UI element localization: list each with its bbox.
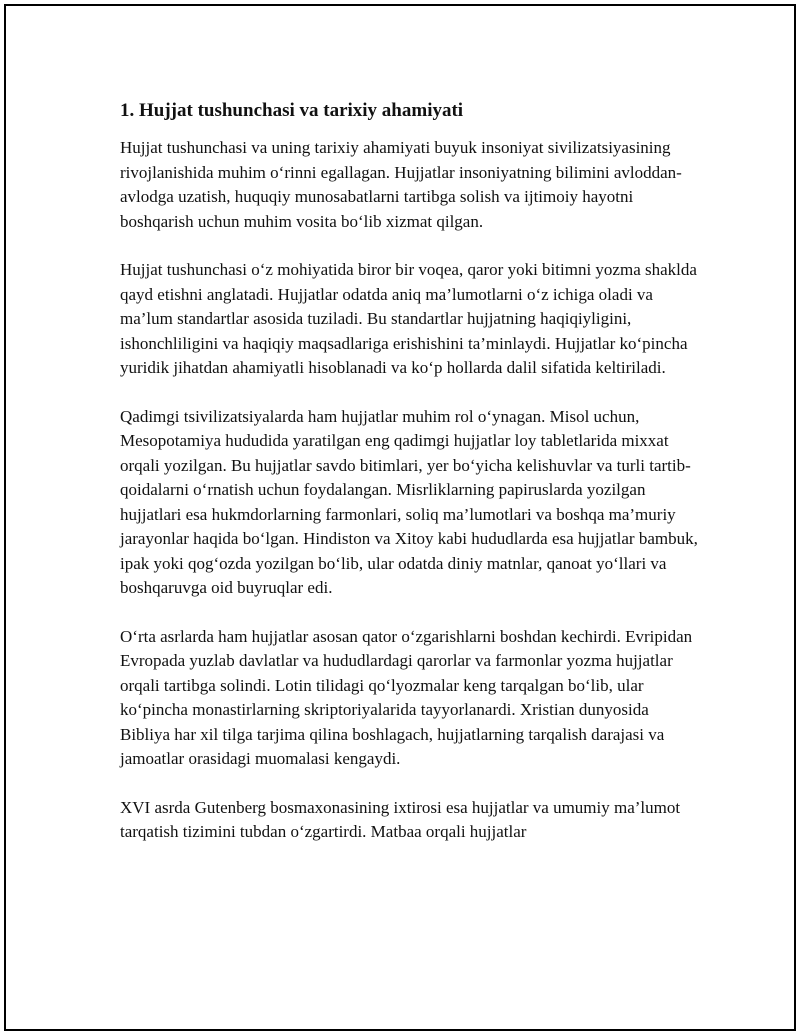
paragraph-5: XVI asrda Gutenberg bosmaxonasining ixtirosi esa hujjatlar va umumiy ma’lumot tarqatish tizimini tubdan o‘zgartirdi. Matbaa orqali hujjatlar xyxy=(120,797,681,841)
paragraph-1: Hujjat tushunchasi va uning tarixiy ahamiyati buyuk insoniyat sivilizatsiyasining rivojlanishida muhim o‘rinni egallagan. Hujjatlar insoniyatning bilimini avloddan-avlodga uzatish, huquqiy munosabatlarni tartibga solish va ijtimoiy hayotni boshqarish uchun muhim vosita bo‘lib xizmat qilgan. xyxy=(120,138,682,231)
document-body xyxy=(120,98,700,869)
document-page xyxy=(4,4,796,1031)
paragraph-4: O‘rta asrlarda ham hujjatlar asosan qator o‘zgarishlarni boshdan kechirdi. Evripidan Evropada yuzlab davlatlar va hududlardagi qarorlar va farmonlar yozma hujjatlar orqali tartibga solindi. Lotin tilidagi qo‘lyozmalar keng tarqalgan bo‘lib, ular ko‘pincha monastirlarning skriptoriyalarida tayyorlanardi. Xristian dunyosida Bibliya har xil tilga tarjima qilina boshlagach, hujjatlarning tarqalish darajasi va jamoatlar orasidagi muomalasi kengaydi. xyxy=(120,626,693,768)
paragraph-2: Hujjat tushunchasi o‘z mohiyatida biror bir voqea, qaror yoki bitimni yozma shaklda qayd etishni anglatadi. Hujjatlar odatda aniq ma’lumotlarni o‘z ichiga oladi va ma’lum standartlar asosida tuziladi. Bu standartlar hujjatning haqiqiyligini, ishonchliligini va haqiqiy maqsadlariga erishishini ta’minlaydi. Hujjatlar ko‘pincha yuridik jihatdan ahamiyatli hisoblanadi va ko‘p hollarda dalil sifatida keltiriladi. xyxy=(120,260,697,377)
paragraph-3: Qadimgi tsivilizatsiyalarda ham hujjatlar muhim rol o‘ynagan. Misol uchun, Mesopotamiya hududida yaratilgan eng qadimgi hujjatlar loy tabletlarida mixxat orqali yozilgan. Bu hujjatlar savdo bitimlari, yer bo‘yicha kelishuvlar va turli tartib-qoidalarni o‘rnatish uchun foydalangan. Misrliklarning papiruslarda yozilgan hujjatlari esa hukmdorlarning farmonlari, soliq ma’lumotlari va boshqa ma’muriy jarayonlar haqida bo‘lgan. Hindiston va Xitoy kabi hududlarda esa hujjatlar bambuk, ipak yoki qog‘ozda yozilgan bo‘lib, ular odatda diniy matnlar, qanoat yo‘llari va boshqaruvga oid buyruqlar edi. xyxy=(120,406,698,597)
section-heading: 1. Hujjat tushunchasi va tarixiy ahamiyati xyxy=(120,100,464,121)
